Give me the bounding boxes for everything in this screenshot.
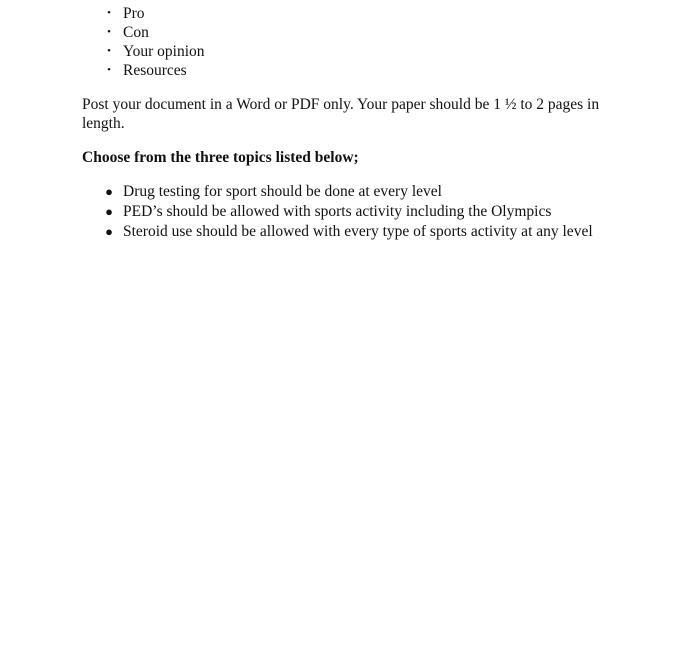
bullet-icon: •: [107, 26, 111, 38]
list-item: [82, 23, 205, 42]
instructions-paragraph: Post your document in a Word or PDF only. Your paper should be 1 ½ to 2 pages in length.: [82, 96, 600, 132]
list-item-text: PED’s should be allowed with sports activity including the Olympics: [123, 203, 552, 220]
topics-heading: Choose from the three topics listed below;: [82, 149, 359, 166]
list-item: [82, 61, 205, 80]
requirements-list: [82, 4, 205, 80]
list-item-text: Your opinion: [123, 43, 205, 60]
bullet-icon: •: [107, 64, 111, 76]
list-item-text: Drug testing for sport should be done at every level: [123, 183, 442, 200]
bullet-icon: ●: [105, 224, 113, 239]
list-item-text: Pro: [123, 5, 145, 22]
list-item-text: Con: [123, 24, 149, 41]
bullet-icon: •: [107, 45, 111, 57]
list-item: [82, 222, 593, 242]
list-item-text: Resources: [123, 62, 187, 79]
bullet-icon: •: [107, 7, 111, 19]
bullet-icon: ●: [105, 184, 113, 199]
list-item: [82, 182, 593, 202]
topics-list: [82, 182, 593, 242]
list-item: [82, 202, 593, 222]
bullet-icon: ●: [105, 204, 113, 219]
list-item: [82, 4, 205, 23]
list-item: [82, 42, 205, 61]
list-item-text: Steroid use should be allowed with every type of sports activity at any level: [123, 223, 593, 240]
